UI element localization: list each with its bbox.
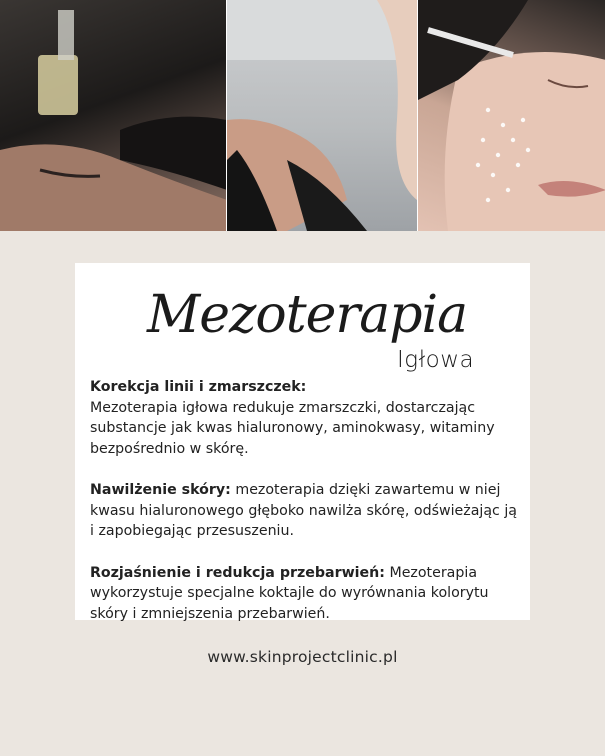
benefit-text: Mezoterapia igłowa redukuje zmarszczki, dostarczając substancje jak kwas hialuronowy, aminokwasy, witaminy bezpośrednio w skórę. bbox=[90, 399, 495, 457]
photo-strip bbox=[0, 0, 605, 231]
info-card bbox=[75, 263, 530, 620]
benefit-text: Mezoterapia wykorzystuje specjalne koktajle do wyrównania kolorytu skóry i zmniejszenia przebarwień. bbox=[90, 564, 489, 622]
benefits-list bbox=[90, 377, 522, 645]
treatment-photo-needle-device bbox=[0, 0, 226, 231]
benefit-text: mezoterapia dzięki zawartemu w niej kwasu hialuronowego głęboko nawilża skórę, odświeżając ją i zapobiegając przesuszeniu. bbox=[90, 482, 517, 539]
benefit-heading: Rozjaśnienie i redukcja przebarwień: bbox=[90, 564, 385, 581]
page-subtitle: Igłowa bbox=[397, 347, 475, 373]
treatment-photo-face-injection bbox=[417, 0, 605, 231]
benefit-wrinkle-correction bbox=[90, 377, 522, 459]
benefit-brightening bbox=[90, 563, 522, 625]
benefit-heading: Nawilżenie skóry: bbox=[90, 482, 231, 498]
treatment-photo-gloved-hands bbox=[226, 0, 416, 231]
benefit-hydration bbox=[90, 480, 522, 542]
page-title: Mezoterapia bbox=[147, 285, 468, 345]
benefit-heading: Korekcja linii i zmarszczek: bbox=[90, 379, 307, 395]
website-link[interactable]: www.skinprojectclinic.pl bbox=[207, 648, 398, 666]
